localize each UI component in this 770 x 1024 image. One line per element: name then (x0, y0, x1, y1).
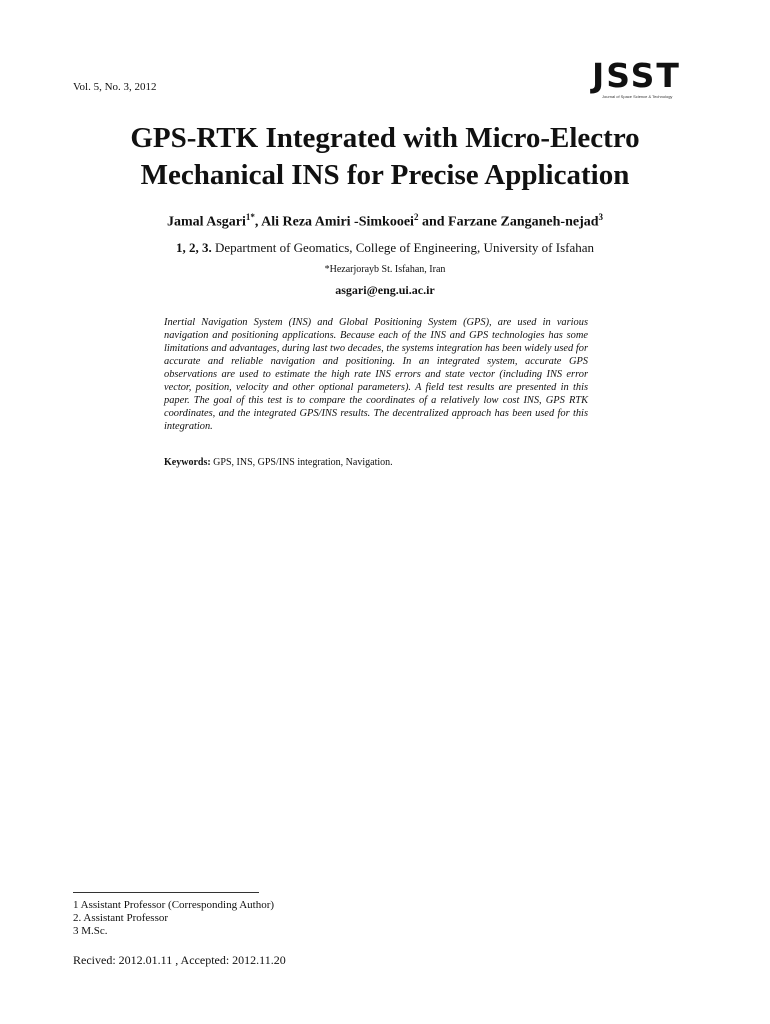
affiliation-numbers: 1, 2, 3. (175, 240, 212, 255)
author-name: Jamal Asgari (166, 214, 246, 230)
keywords-text: GPS, INS, GPS/INS integration, Navigation. (210, 457, 393, 468)
affiliation-text: Department of Geomatics, College of Engineering, University of Isfahan (211, 240, 595, 255)
footnote-item: 2. Assistant Professor (73, 912, 169, 924)
title-line-1: GPS-RTK Integrated with Micro-Electro (130, 122, 640, 154)
footnotes (73, 899, 274, 938)
footnote-divider (73, 892, 259, 893)
email: asgari@eng.ui.ac.ir (335, 283, 435, 297)
affiliation (60, 240, 710, 256)
author-name: and Farzane Zanganeh-nejad (418, 214, 599, 230)
title-line-2: Mechanical INS for Precise Application (140, 159, 630, 191)
paper-title (60, 120, 710, 194)
received-dates: Recived: 2012.01.11 , Accepted: 2012.11.20 (73, 953, 286, 967)
keywords (164, 457, 393, 468)
author-mark: 2 (413, 212, 419, 222)
author-mark: 1* (245, 212, 255, 222)
footnote-item: 3 M.Sc. (73, 925, 108, 937)
abstract: Inertial Navigation System (INS) and Global Positioning System (GPS), are used in various navigation and positioning applications. Because each of the INS and GPS technologies has some limitations and advantages, during last two decades, the systems integration has been widely used for accurate and reliable navigation and positioning. In an integrated system, accurate GPS observations are used to estimate the high rate INS errors and state vector (including INS error vector, position, velocity and other optional parameters). A field test results are presented in this paper. The goal of this test is to compare the coordinates of a relatively low cost INS, GPS RTK coordinates, and the integrated GPS/INS results. The decentralized approach has been used for this integration. (164, 317, 588, 432)
author-name: , Ali Reza Amiri -Simkooei (254, 214, 414, 230)
author-mark: 3 (598, 212, 604, 222)
journal-logo (592, 58, 684, 102)
keywords-label: Keywords: (164, 457, 211, 468)
footnote-item: 1 Assistant Professor (Corresponding Author) (73, 899, 275, 911)
volume-info: Vol. 5, No. 3, 2012 (73, 81, 157, 93)
logo-letters: JSST (592, 56, 681, 95)
logo-tagline: Journal of Space Science & Technology (602, 94, 673, 99)
address: *Hezarjorayb St. Isfahan, Iran (324, 264, 446, 275)
author-list (60, 212, 710, 231)
